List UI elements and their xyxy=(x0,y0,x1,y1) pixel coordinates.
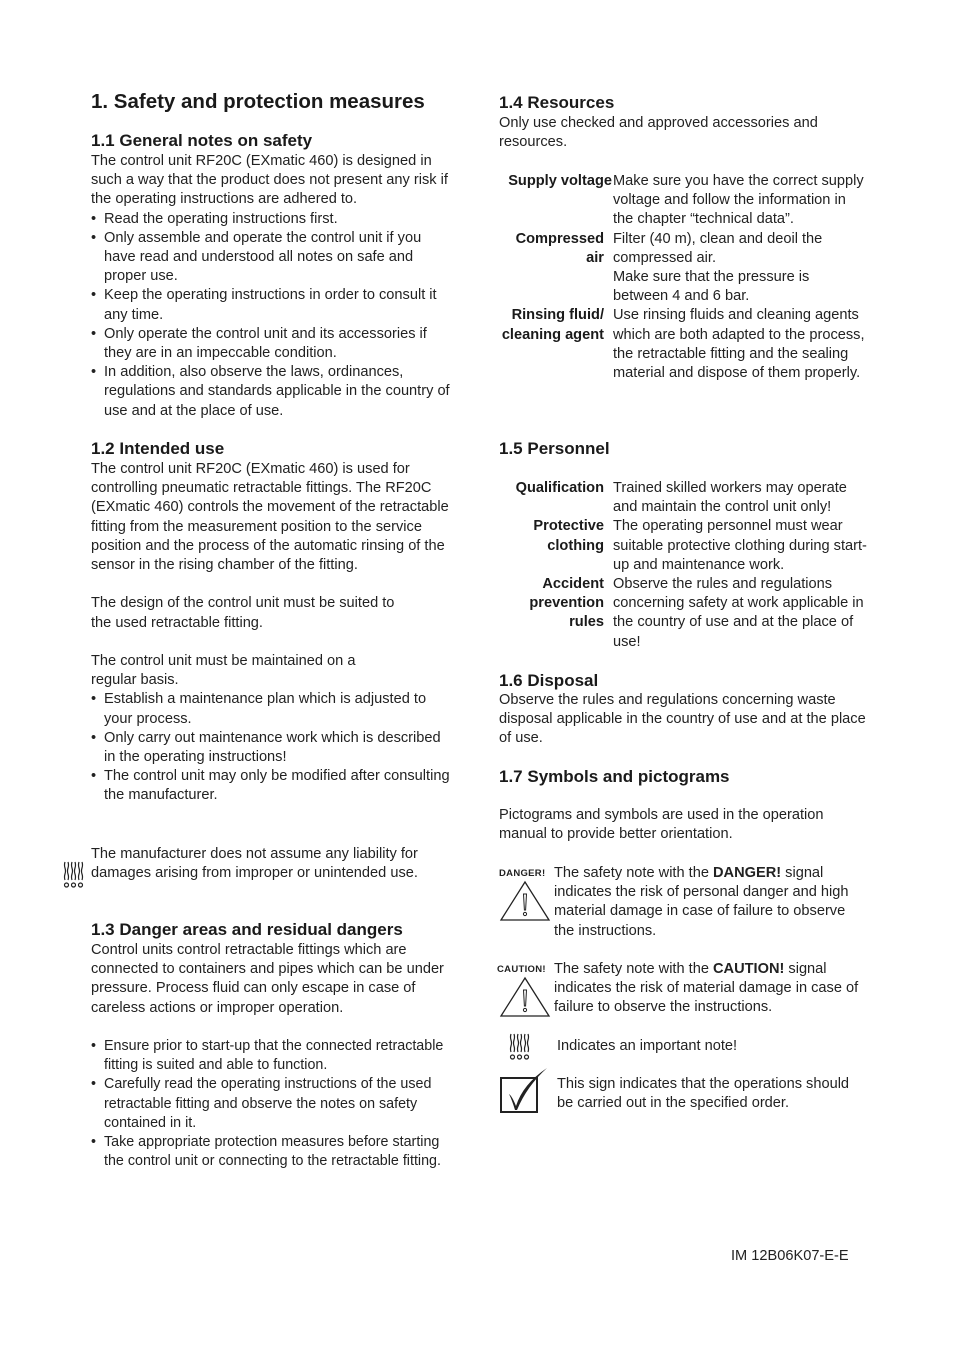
resource-desc: Filter (40 m), clean and deoil the compressed air. Make sure that the pressure is between 4 and 6 bar. xyxy=(613,230,823,305)
personnel-term: Protective clothing xyxy=(533,518,604,554)
page-title: 1. Safety and protection measures xyxy=(91,90,425,113)
section-1-2-list xyxy=(91,690,456,805)
section-1-1-intro: The control unit RF20C (EXmatic 460) is designed in such a way that the product does not present any risk if the operating instructions are adhered to. xyxy=(91,153,448,208)
section-1-6-heading: 1.6 Disposal xyxy=(499,671,599,690)
section-1-1-heading: 1.1 General notes on safety xyxy=(91,131,313,150)
section-1-5-heading: 1.5 Personnel xyxy=(499,439,610,458)
list-item: • Establish a maintenance plan which is adjusted to your process. xyxy=(91,690,456,728)
section-1-2-heading: 1.2 Intended use xyxy=(91,439,225,458)
resource-item xyxy=(499,172,867,230)
section-1-3-intro: Control units control retractable fittings which are connected to containers and pipes which can be under pressure. Process fluid can only escape in case of careless actions or improper operation. xyxy=(91,942,444,1016)
section-1-2-para1: The control unit RF20C (EXmatic 460) is used for controlling pneumatic retractable fittings. The RF20C (EXmatic 460) controls the movement of the retractable fitting from the measurement position to the service position and the process of the automatic rinsing of the sensor in the rising chamber of the fitting. xyxy=(91,461,449,574)
important-note-icon xyxy=(508,1032,532,1062)
resource-item xyxy=(499,306,867,383)
section-1-6-text: Observe the rules and regulations concerning waste disposal applicable in the country of use and at the place of use. xyxy=(499,692,866,747)
section-1-2-body xyxy=(91,460,456,806)
resource-desc: Make sure you have the correct supply voltage and follow the information in the chapter “technical data”. xyxy=(613,173,864,228)
list-item: • In addition, also observe the laws, ordinances, regulations and standards applicable in the country of use and at the place of use. xyxy=(91,363,456,421)
section-1-4-heading: 1.4 Resources xyxy=(499,93,615,112)
liability-note: The manufacturer does not assume any liability for damages arising from improper or unintended use. xyxy=(91,846,418,882)
caution-warning-icon xyxy=(499,976,551,1018)
list-item: • Only assemble and operate the control unit if you have read and understood all notes on safe and proper use. xyxy=(91,229,456,287)
resources-list xyxy=(499,172,867,383)
personnel-item xyxy=(499,479,867,517)
list-item: • Keep the operating instructions in order to consult it any time. xyxy=(91,286,456,324)
section-1-3-heading: 1.3 Danger areas and residual dangers xyxy=(91,920,403,939)
personnel-desc: Observe the rules and regulations concerning safety at work applicable in the country of use and at the place of use! xyxy=(613,576,864,650)
checkmark-box-icon xyxy=(499,1066,551,1116)
section-1-2-para3: The control unit must be maintained on a regular basis. xyxy=(91,653,356,689)
personnel-term: Accident prevention rules xyxy=(529,576,604,631)
list-item: • Take appropriate protection measures before starting the control unit or connecting to the retractable fitting. xyxy=(91,1133,456,1171)
section-1-4-intro: Only use checked and approved accessories and resources. xyxy=(499,115,818,151)
list-item: • Read the operating instructions first. xyxy=(91,210,456,229)
checkmark-description: This sign indicates that the operations should be carried out in the specified order. xyxy=(557,1076,850,1112)
danger-warning-icon xyxy=(499,880,551,922)
resource-term: Rinsing fluid/ cleaning agent xyxy=(501,307,604,343)
resource-term: Supply voltage xyxy=(508,173,612,189)
danger-description: The safety note with the DANGER! signal indicates the risk of personal danger and high material damage in case of failure to observe the instructions. xyxy=(554,865,849,939)
list-item: • Only carry out maintenance work which is described in the operating instructions! xyxy=(91,729,456,767)
danger-label: DANGER! xyxy=(499,868,546,879)
personnel-desc: Trained skilled workers may operate and maintain the control unit only! xyxy=(613,480,847,516)
caution-description: The safety note with the CAUTION! signal indicates the risk of material damage in case of failure to observe the instructions. xyxy=(554,961,859,1016)
personnel-list xyxy=(499,479,867,652)
section-1-3-body xyxy=(91,1037,456,1171)
important-note-icon xyxy=(62,860,86,890)
resource-desc: Use rinsing fluids and cleaning agents which are both adapted to the process, the retractable fitting and the sealing material and dispose of them properly. xyxy=(613,307,865,382)
section-1-3-list xyxy=(91,1037,456,1171)
caution-label: CAUTION! xyxy=(497,964,546,975)
list-item: • The control unit may only be modified after consulting the manufacturer. xyxy=(91,767,456,805)
important-note-text: Indicates an important note! xyxy=(557,1038,738,1054)
document-id-footer: IM 12B06K07-E-E xyxy=(731,1248,849,1264)
section-1-7-intro: Pictograms and symbols are used in the operation manual to provide better orientation. xyxy=(499,807,824,843)
list-item: • Only operate the control unit and its accessories if they are in an impeccable condition. xyxy=(91,325,456,363)
section-1-1-body xyxy=(91,152,456,421)
personnel-item xyxy=(499,575,867,652)
section-1-1-list xyxy=(91,210,456,421)
personnel-term: Qualification xyxy=(515,480,604,496)
resource-term: Compressed air xyxy=(515,230,604,266)
personnel-item xyxy=(499,517,867,575)
personnel-desc: The operating personnel must wear suitable protective clothing during start-up and maintenance work. xyxy=(613,518,867,573)
list-item: • Ensure prior to start-up that the connected retractable fitting is suited and able to function. xyxy=(91,1037,456,1075)
resource-item xyxy=(499,230,867,307)
section-1-2-para2: The design of the control unit must be suited to the used retractable fitting. xyxy=(91,595,395,631)
list-item: • Carefully read the operating instructions of the used retractable fitting and observe the notes on safety contained in it. xyxy=(91,1075,456,1133)
section-1-7-heading: 1.7 Symbols and pictograms xyxy=(499,767,730,786)
